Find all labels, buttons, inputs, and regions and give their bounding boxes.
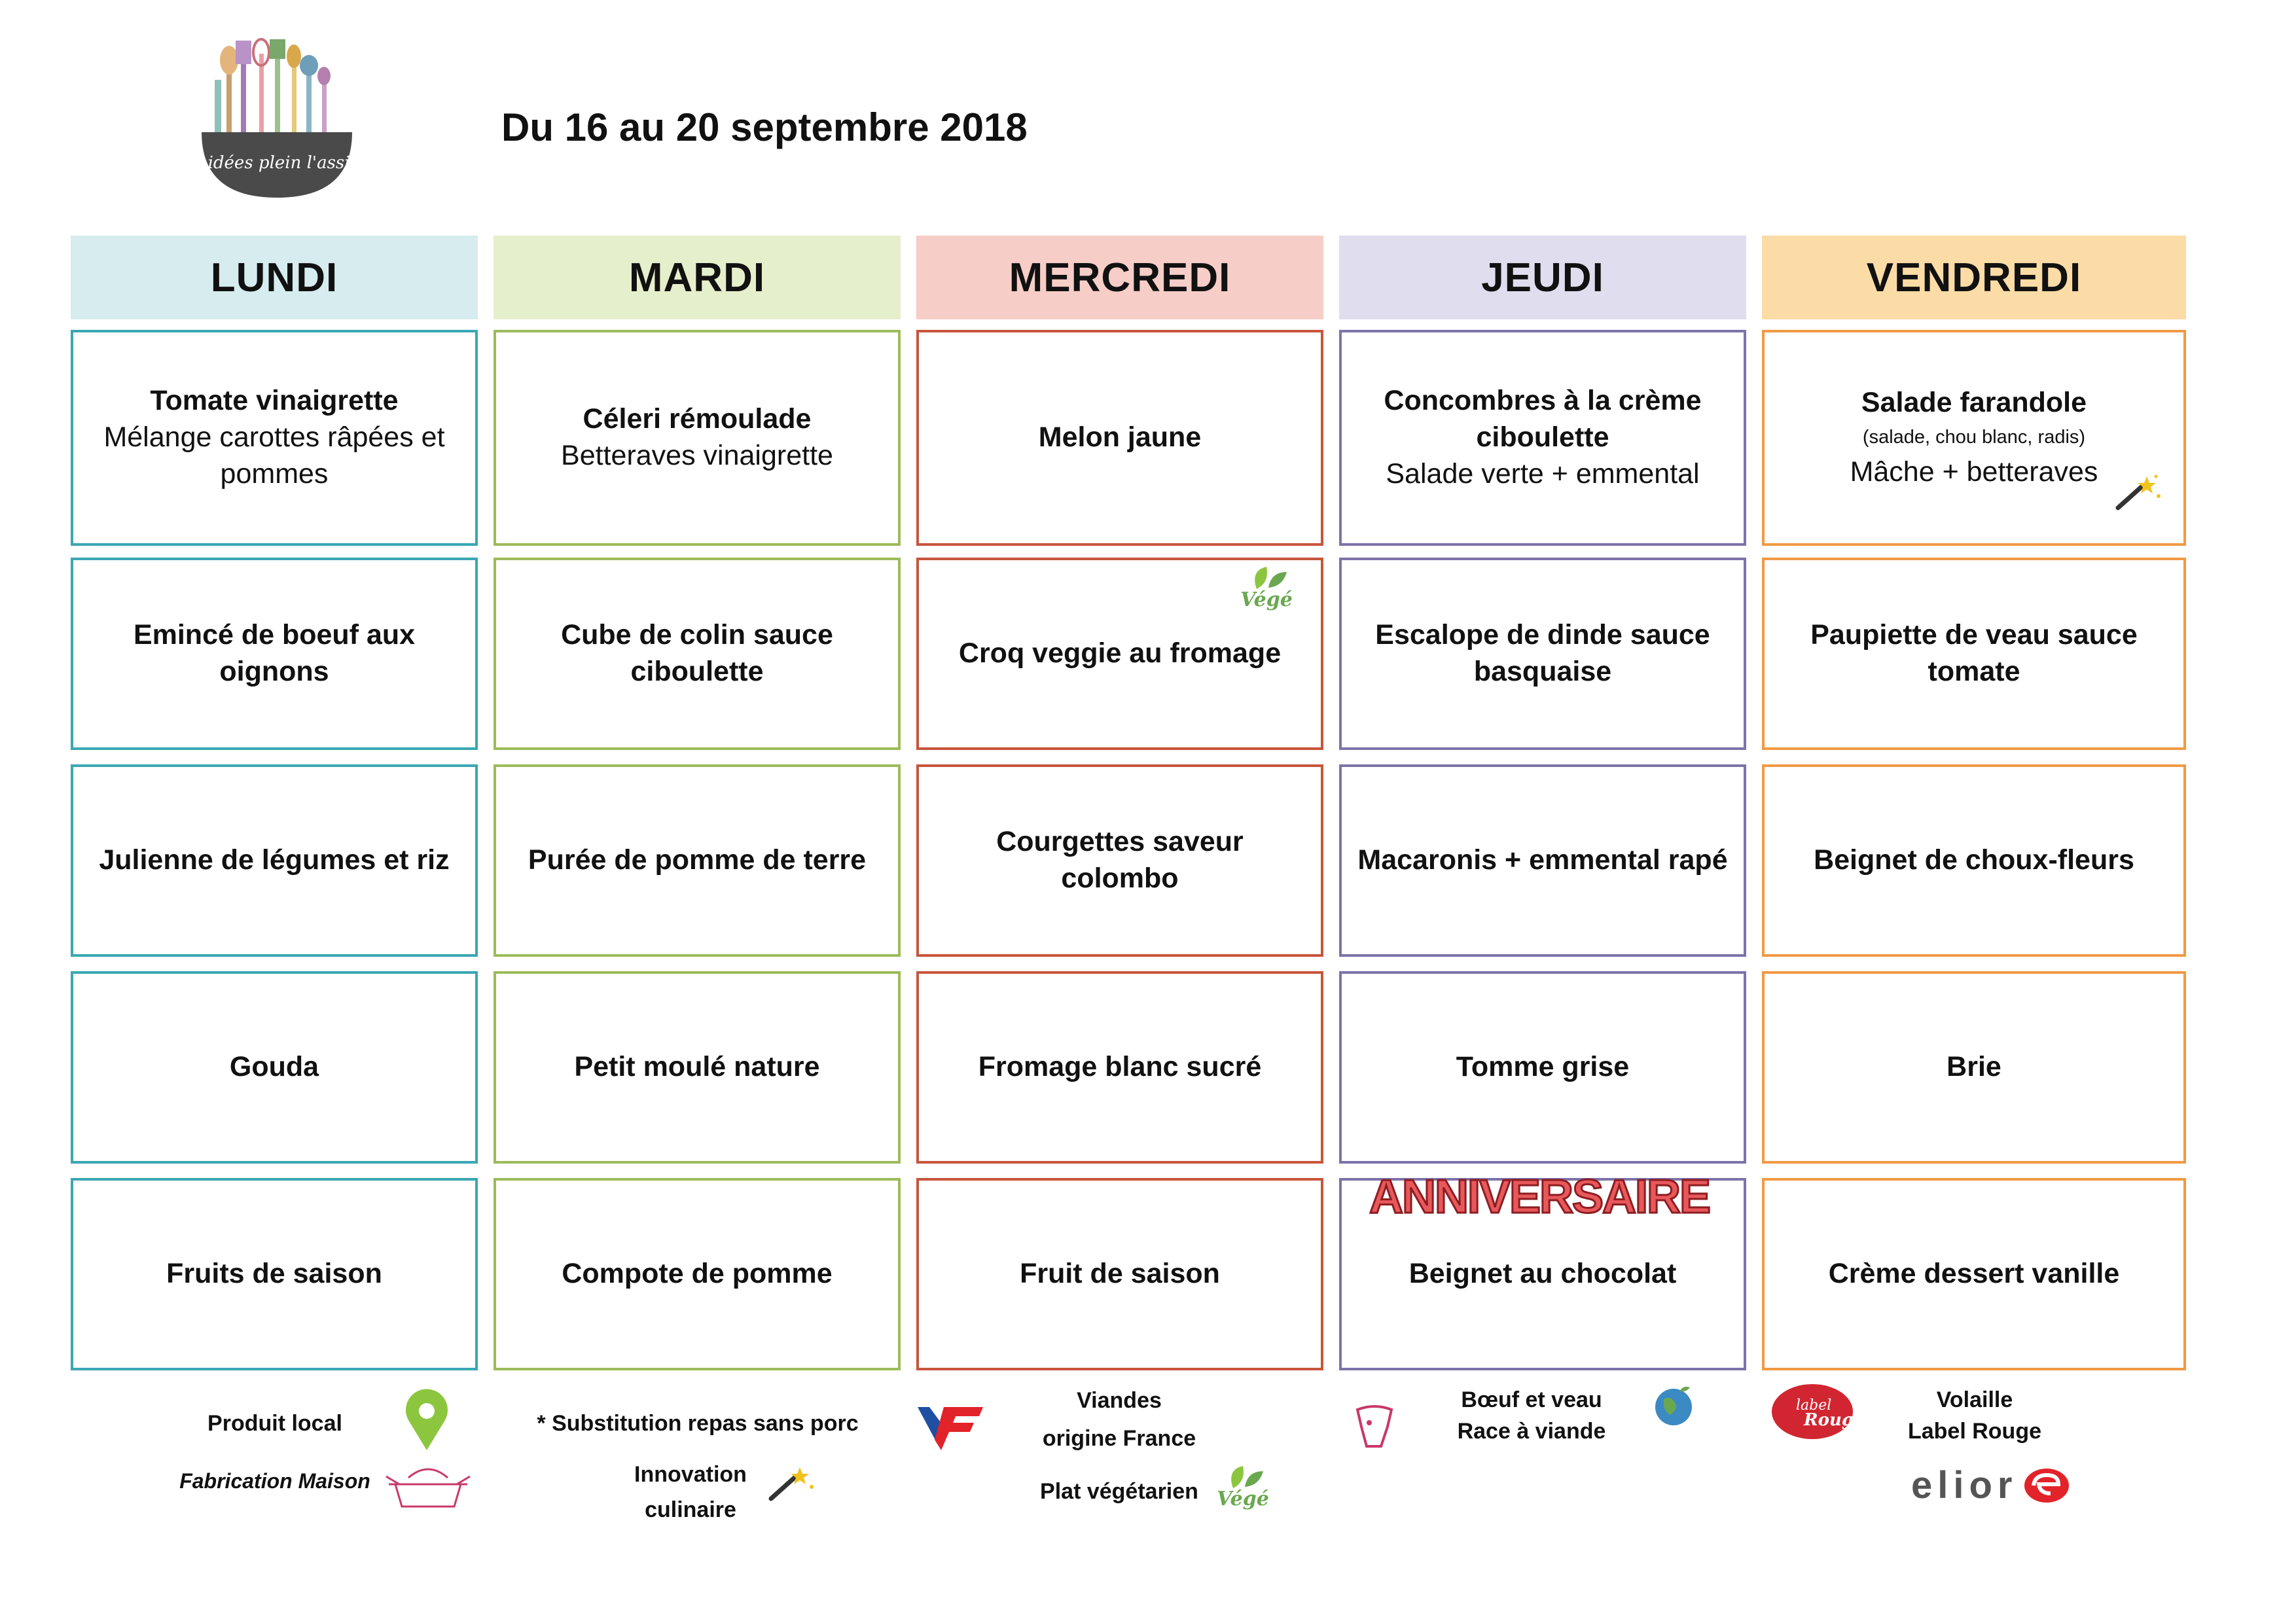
menu-cell-mercredi-garniture — [916, 764, 1323, 957]
label-rouge-text1: label — [1796, 1397, 1832, 1414]
menu-cell-jeudi-plat — [1339, 558, 1746, 750]
dish-name: Salade farandole — [1861, 387, 2087, 419]
menu-cell-lundi-garniture — [71, 764, 478, 957]
dish-alternative: Mélange carottes râpées et pommes — [103, 421, 445, 490]
dish-name: Courgettes saveur colombo — [996, 826, 1244, 894]
dish-name: Paupiette de veau sauce tomate — [1810, 619, 2138, 687]
menu-cell-lundi-dessert — [71, 1178, 478, 1370]
vege-badge-icon — [1213, 1463, 1272, 1516]
leaf-icon — [1237, 564, 1296, 590]
dish-name: Brie — [1946, 1051, 2001, 1083]
viandes-france-logo-icon — [915, 1400, 987, 1453]
elior-wordmark: elior — [1911, 1464, 2018, 1507]
leaf-icon — [1213, 1463, 1272, 1489]
menu-cell-lundi-plat — [71, 558, 478, 750]
dish-name: Fruits de saison — [166, 1258, 382, 1290]
dish-name: Beignet de choux-fleurs — [1814, 844, 2134, 876]
dish-name: Beignet au chocolat — [1408, 1258, 1677, 1290]
vf-badge-text: VF — [915, 1400, 916, 1401]
dish-name: Gouda — [229, 1051, 319, 1083]
dish-name: Compote de pomme — [562, 1258, 833, 1290]
menu-cell-mardi-dessert — [493, 1178, 901, 1370]
legend-boeuf-line1: Bœuf et veau — [1461, 1387, 1602, 1412]
logo-text: Des idées plein l'assiette — [170, 153, 384, 173]
legend-produit-local: Produit local — [207, 1411, 342, 1436]
dish-name: Emincé de boeuf aux oignons — [133, 619, 416, 687]
day-header-jeudi: JEUDI — [1339, 236, 1746, 319]
dish-name: Céleri rémoulade — [583, 403, 812, 435]
menu-cell-vendredi-plat — [1762, 558, 2186, 750]
menu-cell-jeudi-garniture — [1339, 764, 1746, 957]
anniversaire-badge: ANNIVERSAIRE — [1369, 1171, 1710, 1223]
dish-note: (salade, chou blanc, radis) — [1862, 427, 2086, 448]
day-header-lundi: LUNDI — [71, 236, 478, 319]
menu-cell-lundi-fromage — [71, 971, 478, 1164]
dish-name: Melon jaune — [1038, 421, 1202, 454]
dish-name: Fromage blanc sucré — [978, 1051, 1262, 1083]
legend-volaille-line2: Label Rouge — [1907, 1418, 2042, 1444]
dish-alternative: Salade verte + emmental — [1386, 457, 1700, 490]
globe-icon — [1651, 1382, 1696, 1428]
dish-name: Tomme grise — [1456, 1051, 1630, 1083]
utensils-icon — [215, 39, 331, 139]
legend-volaille-line1: Volaille — [1936, 1387, 2013, 1412]
menu-cell-vendredi-dessert — [1762, 1178, 2186, 1370]
dish-name: Purée de pomme de terre — [528, 844, 867, 876]
vege-badge-icon — [1237, 564, 1296, 610]
dish-name: Macaronis + emmental rapé — [1357, 844, 1728, 876]
menu-cell-jeudi-entree — [1339, 330, 1746, 546]
menu-cell-vendredi-garniture — [1762, 764, 2186, 957]
legend-boeuf-line2: Race à viande — [1457, 1418, 1606, 1444]
menu-cell-mercredi-fromage — [916, 971, 1323, 1164]
dish-alternative: Betteraves vinaigrette — [561, 440, 833, 471]
page-title: Du 16 au 20 septembre 2018 — [501, 105, 1028, 149]
dish-name: Petit moulé nature — [574, 1051, 820, 1083]
dish-name: Cube de colin sauce ciboulette — [561, 619, 833, 687]
menu-cell-jeudi-fromage — [1339, 971, 1746, 1164]
menu-cell-mardi-fromage — [493, 971, 901, 1164]
location-pin-icon — [401, 1386, 453, 1452]
legend-substitution: * Substitution repas sans porc — [537, 1411, 859, 1436]
legend-volaille — [1880, 1385, 2070, 1447]
menu-cell-mercredi-entree — [916, 330, 1323, 546]
dish-name: Crème dessert vanille — [1828, 1258, 2120, 1290]
menu-cell-mardi-entree — [493, 330, 901, 546]
menu-cell-mardi-plat — [493, 558, 901, 750]
day-header-mercredi: MERCREDI — [916, 236, 1323, 319]
menu-cell-mardi-garniture — [493, 764, 901, 957]
legend-viandes-line1: Viandes — [1077, 1388, 1162, 1413]
day-header-vendredi: VENDREDI — [1762, 236, 2186, 319]
menu-cell-vendredi-entree — [1762, 330, 2186, 546]
label-rouge-logo-icon — [1770, 1382, 1865, 1441]
legend-viandes-origine — [1008, 1382, 1230, 1458]
vege-label: Végé — [1217, 1488, 1269, 1510]
elior-logo — [1911, 1463, 2072, 1507]
dish-alternative: Mâche + betteraves — [1850, 455, 2098, 488]
des-idees-logo — [170, 34, 384, 198]
legend-fabrication-maison: Fabrication Maison — [179, 1469, 370, 1493]
dish-name: Julienne de légumes et riz — [99, 844, 450, 876]
label-rouge-text2: Rouge — [1804, 1410, 1865, 1430]
magic-wand-icon — [766, 1463, 818, 1503]
dish-name: Croq veggie au fromage — [958, 637, 1282, 669]
menu-cell-mercredi-dessert — [916, 1178, 1323, 1370]
cooking-pot-icon — [382, 1458, 474, 1510]
menu-cell-vendredi-fromage — [1762, 971, 2186, 1164]
dish-name: Fruit de saison — [1020, 1258, 1220, 1290]
dish-name: Concombres à la crème ciboulette — [1384, 385, 1702, 454]
menu-cell-lundi-entree — [71, 330, 478, 546]
magic-wand-icon — [2113, 473, 2165, 512]
cow-head-icon — [1348, 1400, 1401, 1453]
dish-name: Escalope de dinde sauce basquaise — [1375, 619, 1710, 687]
legend-plat-vegetarien: Plat végétarien — [1040, 1479, 1198, 1504]
legend-innovation — [589, 1457, 792, 1528]
legend-boeuf-veau — [1414, 1385, 1649, 1447]
dish-name: Tomate vinaigrette — [150, 385, 399, 417]
legend-innovation-line1: Innovation — [634, 1462, 747, 1487]
elior-swirl-icon — [2022, 1466, 2072, 1505]
legend-innovation-line2: culinaire — [645, 1497, 736, 1523]
vege-label: Végé — [1240, 588, 1293, 611]
day-header-mardi: MARDI — [493, 236, 901, 319]
legend-viandes-line2: origine France — [1042, 1425, 1196, 1451]
